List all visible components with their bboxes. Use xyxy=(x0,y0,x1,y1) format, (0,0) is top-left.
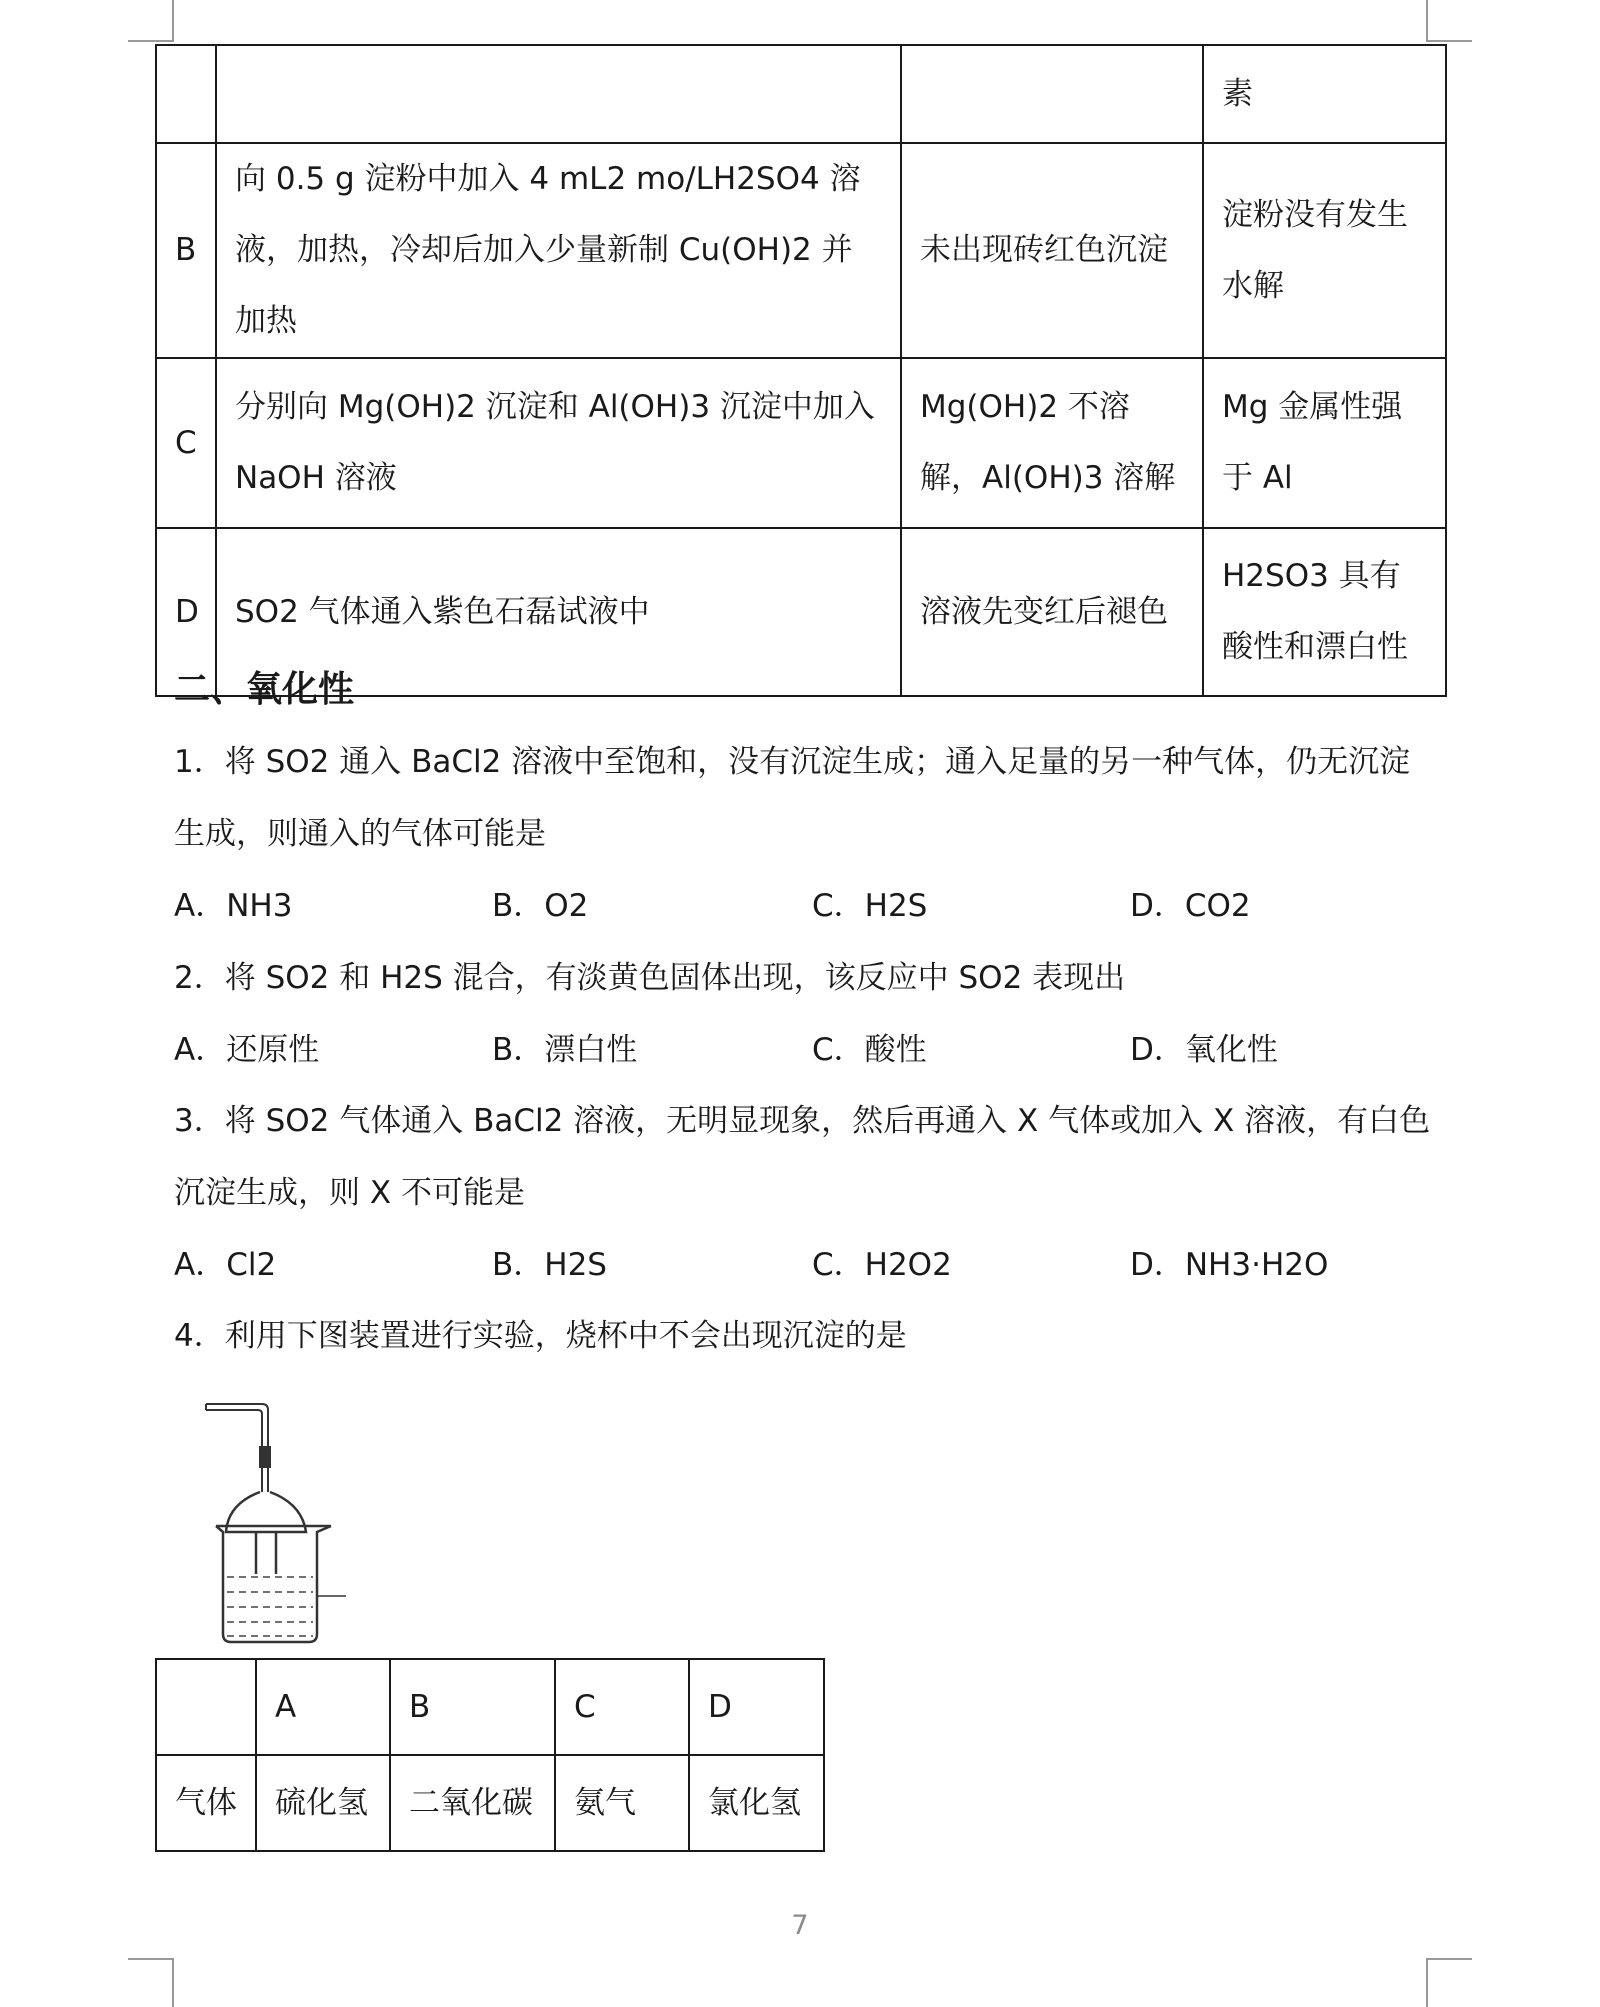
beaker xyxy=(216,1526,331,1642)
question-stem: 1．将 SO2 通入 BaCl2 溶液中至饱和，没有沉淀生成；通入足量的另一种气体，仍无沉淀生成，则通入的气体可能是 xyxy=(174,744,1411,852)
crop-mark xyxy=(1426,0,1428,40)
option-d: D．NH3·H2O xyxy=(1130,1247,1329,1283)
table-row xyxy=(156,1659,824,1755)
crop-mark xyxy=(1426,1958,1472,1960)
question-stem: 3．将 SO2 气体通入 BaCl2 溶液，无明显现象，然后再通入 X 气体或加入 X 溶液，有白色沉淀生成，则 X 不可能是 xyxy=(174,1103,1431,1211)
table-row xyxy=(156,1755,824,1851)
gas-cell: 二氧化碳 xyxy=(390,1755,555,1851)
header-cell: A xyxy=(256,1659,390,1755)
crop-mark xyxy=(1426,1958,1428,2007)
options-row xyxy=(174,870,1474,942)
phenomenon-cell: Mg(OH)2 不溶解，Al(OH)3 溶解 xyxy=(901,358,1203,528)
liquid xyxy=(227,1577,313,1636)
crop-mark xyxy=(172,0,174,40)
option-d: D．氧化性 xyxy=(1130,1032,1278,1068)
option-c: C．酸性 xyxy=(812,1032,927,1068)
gas-cell: 硫化氢 xyxy=(256,1755,390,1851)
phenomenon-cell: 溶液先变红后褪色 xyxy=(901,528,1203,696)
option-a: A．NH3 xyxy=(174,888,293,924)
option-a: A．还原性 xyxy=(174,1032,320,1068)
experiment-table xyxy=(155,44,1447,697)
option-c: C．H2O2 xyxy=(812,1247,952,1283)
conclusion-cell: H2SO3 具有酸性和漂白性 xyxy=(1203,528,1446,696)
gas-cell: 气体 xyxy=(156,1755,256,1851)
options-row xyxy=(174,1014,1474,1086)
inverted-funnel xyxy=(226,1492,306,1574)
question-stem: 2．将 SO2 和 H2S 混合，有淡黄色固体出现，该反应中 SO2 表现出 xyxy=(174,960,1126,996)
row-label: B xyxy=(156,143,216,358)
phenomenon-cell xyxy=(901,45,1203,143)
row-label xyxy=(156,45,216,143)
row-label: C xyxy=(156,358,216,528)
row-label: D xyxy=(156,528,216,696)
option-d: D．CO2 xyxy=(1130,888,1251,924)
operation-cell: 分别向 Mg(OH)2 沉淀和 Al(OH)3 沉淀中加入NaOH 溶液 xyxy=(216,358,901,528)
header-cell xyxy=(156,1659,256,1755)
operation-cell: 向 0.5 g 淀粉中加入 4 mL2 mo/LH2SO4 溶液，加热，冷却后加入少量新制 Cu(OH)2 并加热 xyxy=(216,143,901,358)
section-heading: 二、氧化性 xyxy=(174,669,355,710)
conclusion-cell: 素 xyxy=(1203,45,1446,143)
table-row xyxy=(156,45,1446,143)
crop-mark xyxy=(172,1958,174,2007)
crop-mark xyxy=(1426,40,1472,42)
header-cell: C xyxy=(555,1659,689,1755)
phenomenon-cell: 未出现砖红色沉淀 xyxy=(901,143,1203,358)
header-cell: D xyxy=(689,1659,824,1755)
delivery-tube xyxy=(206,1404,268,1492)
operation-cell: SO2 气体通入紫色石磊试液中 xyxy=(216,528,901,696)
option-b: B．O2 xyxy=(492,888,589,924)
crop-mark xyxy=(128,1958,174,1960)
option-b: B．漂白性 xyxy=(492,1032,638,1068)
page-number: 7 xyxy=(791,1910,809,1941)
gas-cell: 氨气 xyxy=(555,1755,689,1851)
conclusion-cell: Mg 金属性强于 Al xyxy=(1203,358,1446,528)
apparatus-diagram xyxy=(196,1396,346,1646)
option-b: B．H2S xyxy=(492,1247,607,1283)
operation-cell xyxy=(216,45,901,143)
options-row xyxy=(174,1229,1474,1301)
gas-table xyxy=(155,1658,825,1852)
crop-mark xyxy=(128,40,174,42)
rubber-connector xyxy=(259,1446,271,1468)
table-row xyxy=(156,358,1446,528)
option-c: C．H2S xyxy=(812,888,928,924)
option-a: A．Cl2 xyxy=(174,1247,277,1283)
conclusion-cell: 淀粉没有发生水解 xyxy=(1203,143,1446,358)
question-stem: 4．利用下图装置进行实验，烧杯中不会出现沉淀的是 xyxy=(174,1318,907,1354)
header-cell: B xyxy=(390,1659,555,1755)
gas-cell: 氯化氢 xyxy=(689,1755,824,1851)
table-row xyxy=(156,143,1446,358)
